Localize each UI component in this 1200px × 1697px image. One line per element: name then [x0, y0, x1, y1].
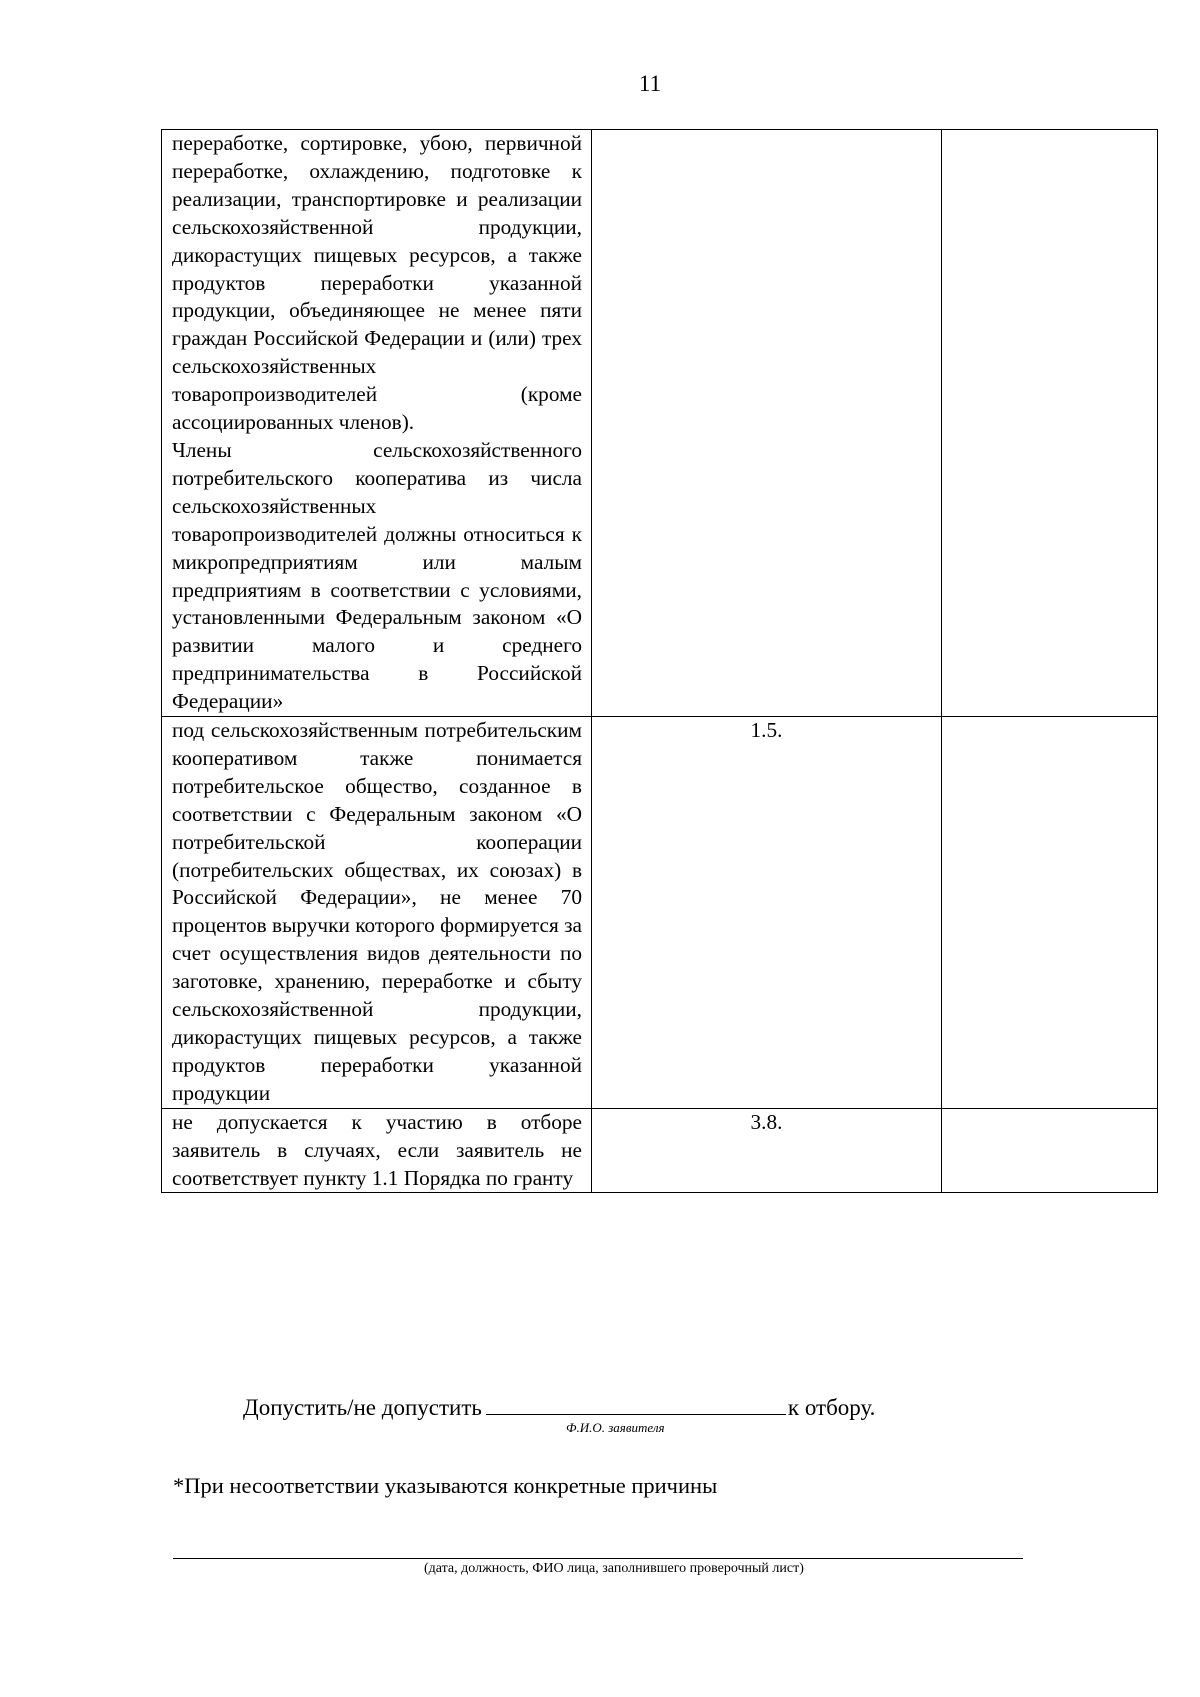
signature-caption: (дата, должность, ФИО лица, заполнившего проверочный лист) [424, 1561, 804, 1576]
table-row [162, 1108, 1158, 1193]
reference-cell [592, 130, 942, 717]
mark-cell [942, 717, 1158, 1109]
requirement-text: под сельскохозяйственным потребительским кооперативом также понимается потребительское общество, созданное в соответствии с Федеральным законом «О потребительской кооперации (потребительских обществах, их союзах) в Российской Федерации», не менее 70 процентов выручки которого формируется за счет осуществления видов деятельности по заготовке, хранению, переработке и сбыту сельскохозяйственной продукции, дикорастущих пищевых ресурсов, а также продуктов переработки указанной продукции [172, 718, 582, 1105]
requirement-cell [162, 717, 592, 1109]
requirement-cell [162, 1108, 592, 1193]
table-row [162, 717, 1158, 1109]
signature-line [173, 1558, 1023, 1559]
admission-suffix: к отбору. [787, 1395, 876, 1420]
reference-cell: 1.5. [592, 717, 942, 1109]
footnote: *При несоответствии указываются конкретные причины [173, 1473, 718, 1498]
requirement-text: Члены сельскохозяйственного потребительского кооператива из числа сельскохозяйственных товаропроизводителей должны относиться к микропредприятиям или малым предприятиям в соответствии с условиями, установленными Федеральным законом «О развитии малого и среднего предпринимательства в Российской Федерации» [172, 437, 582, 714]
admission-prefix: Допустить/не допустить [243, 1395, 482, 1420]
requirement-cell [162, 130, 592, 717]
requirement-text: не допускается к участию в отборе заявитель в случаях, если заявитель не соответствует пункту 1.1 Порядка по гранту [172, 1109, 582, 1190]
mark-cell [942, 1108, 1158, 1193]
page-number: 11 [638, 71, 662, 96]
mark-cell [942, 130, 1158, 717]
applicant-name-caption: Ф.И.О. заявителя [566, 1420, 665, 1435]
requirement-text: переработке, сортировке, убою, первичной переработке, охлаждению, подготовке к реализации, транспортировке и реализации сельскохозяйственной продукции, дикорастущих пищевых ресурсов, а также продуктов переработки указанной продукции, объединяющее не менее пяти граждан Российской Федерации и (или) трех сельскохозяйственных товаропроизводителей (кроме ассоциированных членов). [172, 131, 582, 435]
reference-cell: 3.8. [592, 1108, 942, 1193]
admission-line [243, 1394, 875, 1419]
applicant-name-blank[interactable] [486, 1394, 786, 1415]
checklist-table [161, 129, 1158, 1193]
table-row [162, 130, 1158, 717]
